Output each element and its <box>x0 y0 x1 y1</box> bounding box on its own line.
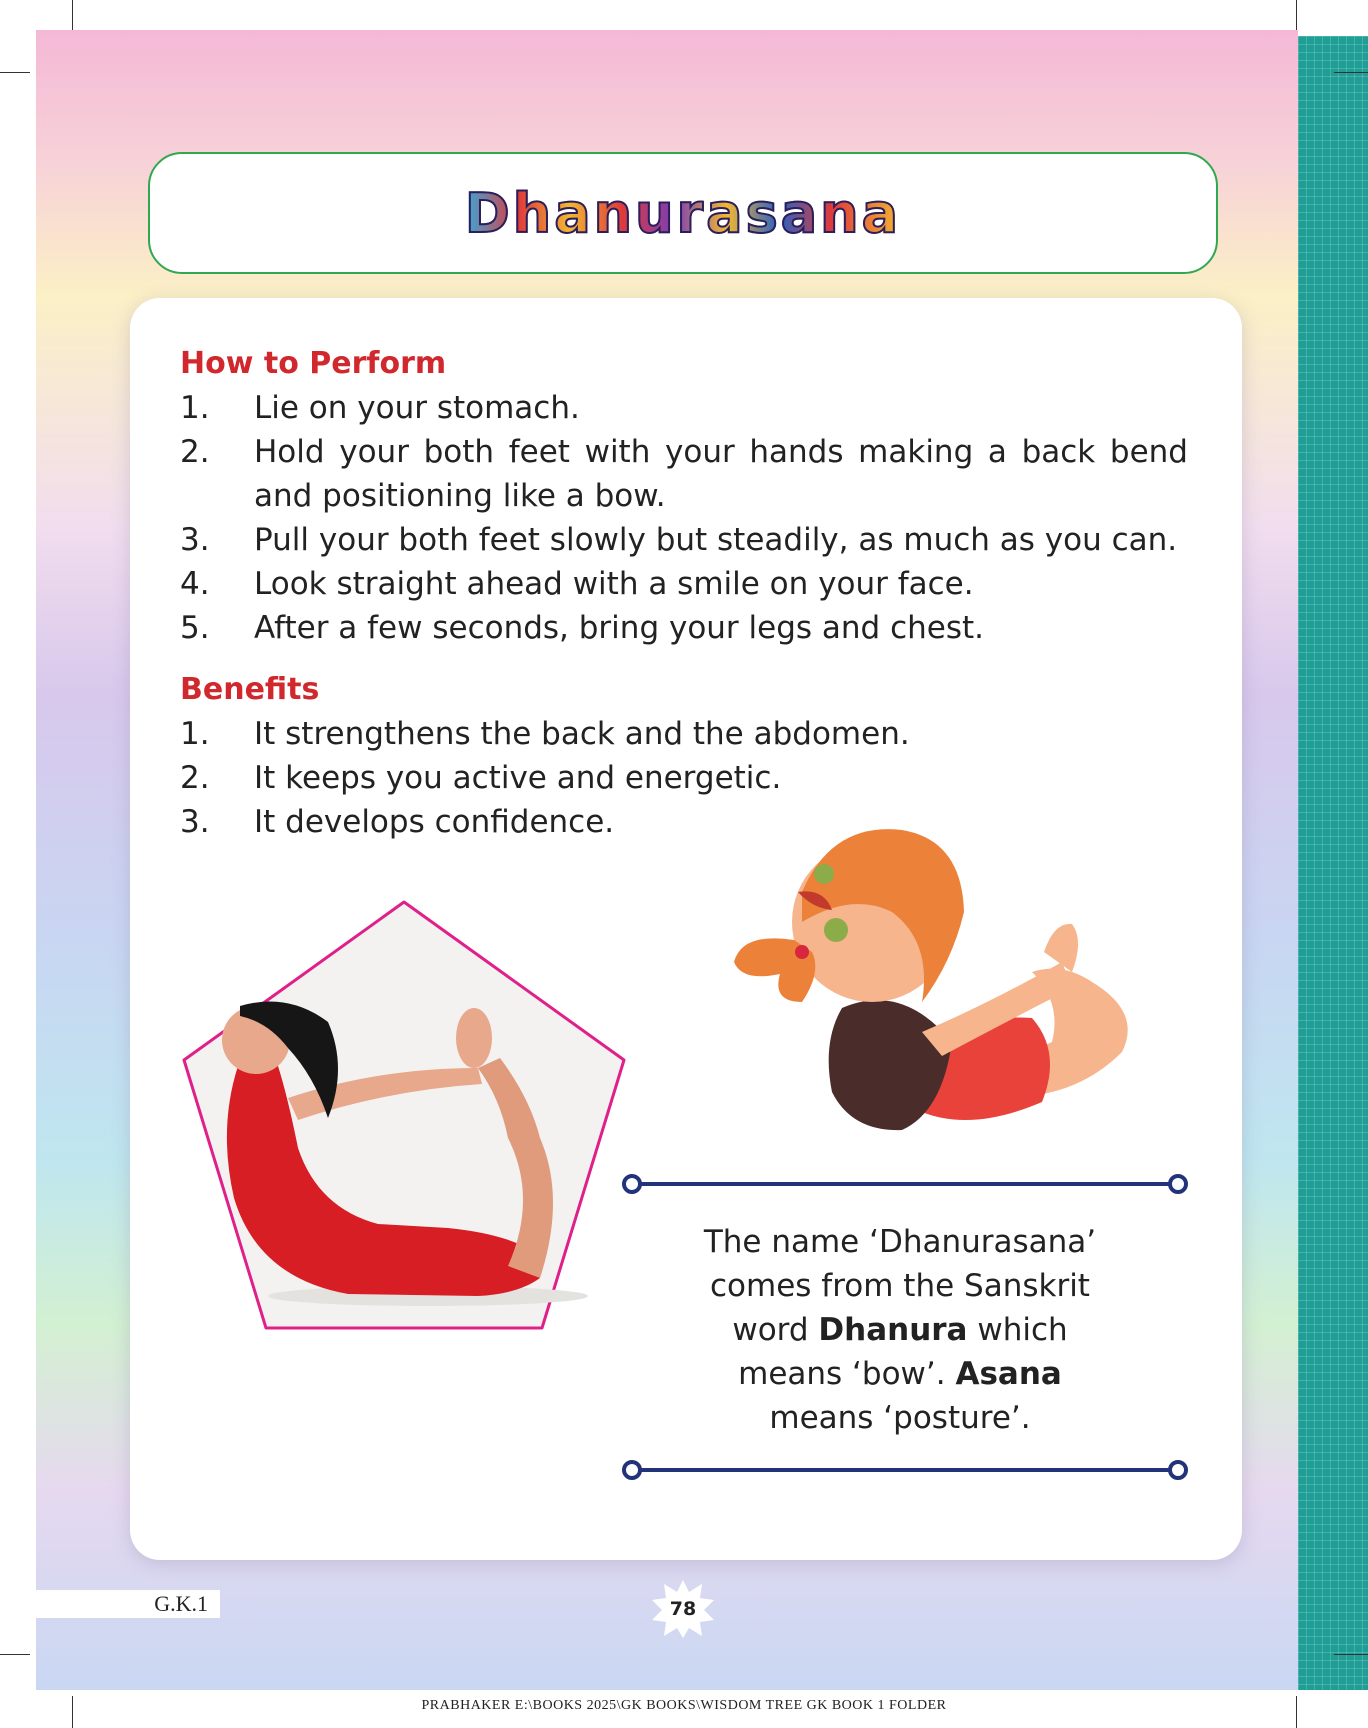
yoga-photo <box>178 898 630 1334</box>
title-box <box>148 152 1218 274</box>
list-item: 2. It keeps you active and energetic. <box>180 760 782 796</box>
benefits-heading: Benefits <box>180 672 320 707</box>
how-to-steps <box>180 386 1188 650</box>
name-origin-note: The name ‘Dhanurasana’ comes from the Sanskrit word Dhanura which means ‘bow’. Asana means ‘posture’. <box>703 1224 1097 1436</box>
crop-mark <box>1334 1654 1368 1655</box>
list-item: 2. Hold your both feet with your hands making a back bend and positioning like a bow. <box>180 434 1188 514</box>
teal-side-strip <box>1298 36 1368 1690</box>
cartoon-girl-illustration <box>732 812 1150 1168</box>
list-item: 5. After a few seconds, bring your legs and chest. <box>180 610 984 646</box>
divider-bottom <box>620 1458 1190 1482</box>
crop-mark <box>1296 0 1297 30</box>
page-title: Dhanurasana <box>464 181 902 245</box>
how-to-heading: How to Perform <box>180 346 447 381</box>
crop-mark <box>0 1654 30 1655</box>
list-item: 4. Look straight ahead with a smile on your face. <box>180 566 974 602</box>
page-number: 78 <box>669 1598 697 1620</box>
divider-top <box>620 1172 1190 1196</box>
crop-mark <box>1334 72 1368 73</box>
list-item: 1. Lie on your stomach. <box>180 390 580 426</box>
list-item: 3. Pull your both feet slowly but steadily, as much as you can. <box>180 522 1178 558</box>
page-number-badge <box>650 1578 716 1640</box>
list-item: 3. It develops confidence. <box>180 804 615 840</box>
crop-mark <box>0 72 30 73</box>
book-label: G.K.1 <box>36 1590 220 1618</box>
crop-mark <box>72 0 73 30</box>
list-item: 1. It strengthens the back and the abdomen. <box>180 716 910 752</box>
print-footer: PRABHAKER E:\BOOKS 2025\GK BOOKS\WISDOM TREE GK BOOK 1 FOLDER <box>421 1698 947 1713</box>
